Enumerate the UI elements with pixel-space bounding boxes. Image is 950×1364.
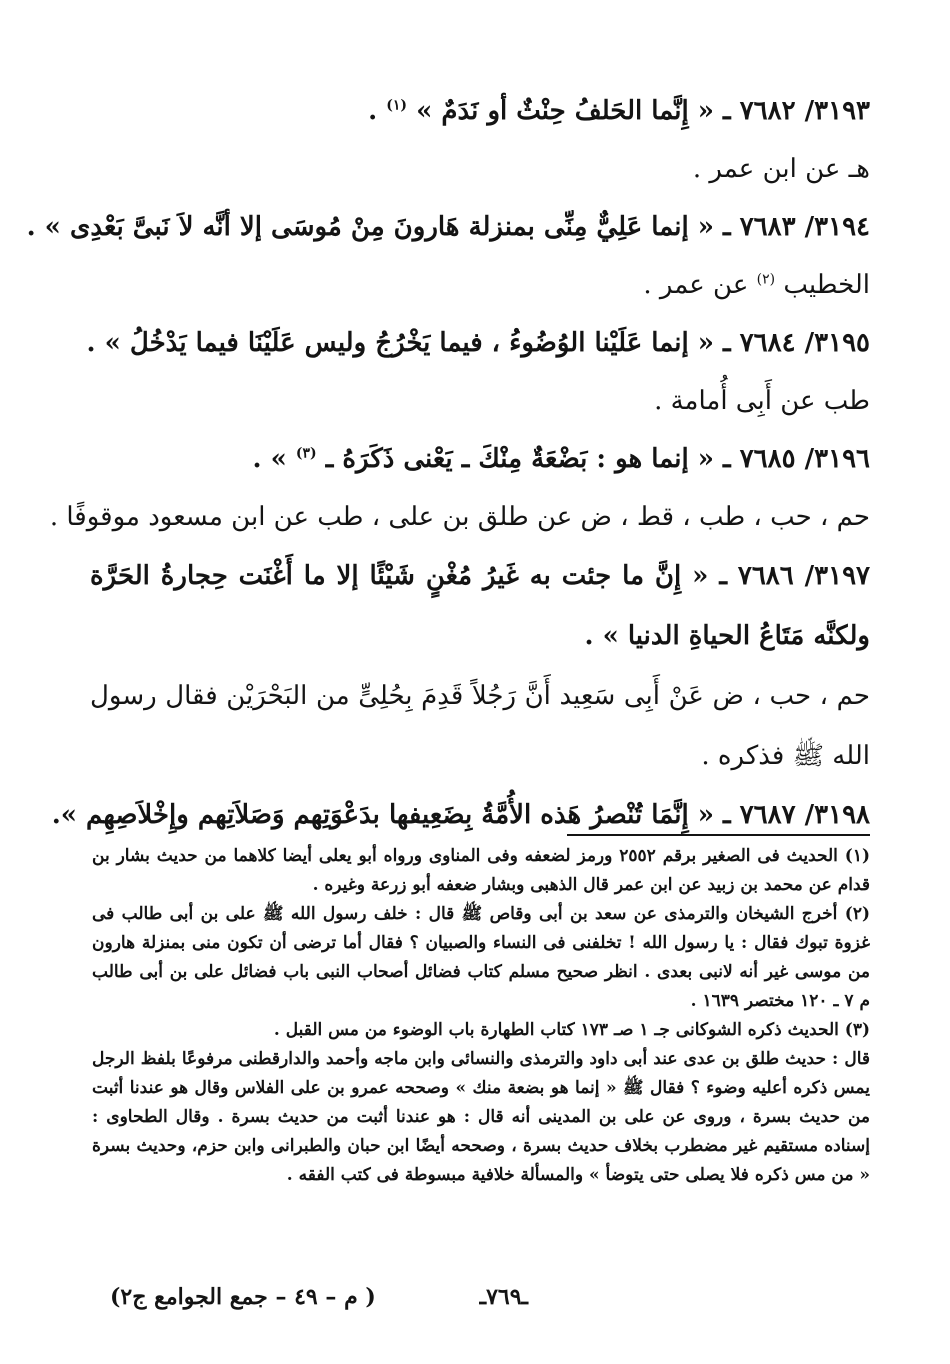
hadith-tail: .	[368, 96, 387, 126]
hadith-3198: ٣١٩٨/ ٧٦٨٧ ـ « إِنَّمَا تُنْصرُ هَذه الأُمَّةُ بِضَعِيفها بدَعْوَتِهم وَصَلاَتِهم وإِخْلاَصِهِم ».	[51, 800, 870, 830]
source-line	[90, 256, 870, 314]
footnote-3: (٣) الحديث ذكره الشوكانى جـ ١ صـ ١٧٣ كتاب الطهارة باب الوضوء من مس القبل .	[273, 1020, 870, 1040]
hadith-3193	[90, 82, 870, 140]
page-number: ـ٧٦٩ـ	[479, 1284, 528, 1310]
footnotes	[92, 842, 870, 1190]
footnote-ref-3[interactable]: (٣)	[295, 445, 317, 462]
hadith-3195: ٣١٩٥/ ٧٦٨٤ ـ « إنما عَلَيْنا الوُضُوءُ ، فيما يَخْرُجُ وليس عَلَيْنَا فيما يَدْخُلُ » .	[86, 328, 870, 358]
hadith-tail: » .	[252, 444, 296, 474]
source-line: طب عن أَبِى أُمامة .	[654, 386, 870, 416]
footnote-1: (١) الحديث فى الصغير برقم ٢٥٥٢ ورمز لضعفه وفى المناوى ورواه أبو يعلى أيضا كلاهما من حديث بشار بن قدام عن محمد بن زبيد عن ابن عمر قال الذهبى وبشار ضعفه أبو زرعة وغيره .	[92, 846, 870, 895]
hadith-text: ٣١٩٦/ ٧٦٨٥ ـ « إنما هو : بَضْعَةٌ مِنْكَ ـ يَعْنى ذَكَرَهُ ـ	[325, 444, 870, 474]
hadith-3196	[90, 430, 870, 488]
source-line: حم ، حب ، طب ، قط ، ض عن طلق بن على ، طب عن ابن مسعود موقوفًا .	[49, 502, 870, 532]
footnote-ref-2[interactable]: (٢)	[756, 271, 776, 288]
source-tail: عن عمر .	[643, 270, 757, 300]
source-line: حم ، حب ، ض عَنْ أَبِى سَعِيد أَنَّ رَجُلاً قَدِمَ بِحُلِىٍّ من البَحْرَيْن فقال رسول الله ﷺ فذكره .	[90, 681, 870, 771]
hadith-3197: ٣١٩٧/ ٧٦٨٦ ـ « إِنَّ ما جئت به غَيرُ مُغْنٍ شَيْئًا إلا ما أَغْنَت حِجارةُ الحَرَّة ولكنَّه مَتَاعُ الحياةِ الدنيا » .	[90, 561, 870, 651]
source-text: الخطيب	[783, 270, 870, 300]
hadith-text: ٣١٩٣/ ٧٦٨٢ ـ « إِنَّما الحَلفُ حِنْثٌ أو نَدَمٌ »	[416, 96, 870, 126]
footnote-divider	[567, 834, 870, 836]
footnote-ref-1[interactable]: (١)	[386, 97, 408, 114]
footnote-3-continuation: قال : حديث طلق بن عدى عند أبى داود والترمذى والنسائى وابن ماجه وأحمد والدارقطنى مرفوعًا بلفظ الرجل يمس ذكره أعليه وضوء ؟ فقال ﷺ « إنما هو بضعة منك » وصححه عمرو بن على الفلاس وقال هو عندنا أثبت من حديث بسرة ، وروى عن على بن المدينى أنه قال : هو عندنا أثبت من حديث بسرة . وقال الطحاوى : إسناده مستقيم غير مضطرب بخلاف حديث بسرة ، وصححه أيضًا ابن حبان والطبرانى وابن حزم، وحديث بسرة « من مس ذكره فلا يصلى حتى يتوضأ » والمسألة خلافية مبسوطة فى كتب الفقه .	[92, 1049, 870, 1185]
hadith-3194: ٣١٩٤/ ٧٦٨٣ ـ « إنما عَلِيٌّ مِنِّى بمنزلة هَارونَ مِنْ مُوسَى إلا أنَّه لاَ نَبىَّ بَعْدِى » .	[26, 212, 870, 242]
main-text	[26, 82, 870, 844]
source-line: هـ عن ابن عمر .	[692, 154, 870, 184]
book-reference: ( م – ٤٩ – جمع الجوامع ج٢)	[110, 1284, 376, 1310]
footnote-2: (٢) أخرج الشيخان والترمذى عن سعد بن أبى وقاص ﷺ قال : خلف رسول الله ﷺ على بن أبى طالب فى غزوة تبوك فقال : يا رسول الله ! تخلفنى فى النساء والصبيان ؟ فقال أما ترضى أن تكون منى بمنزلة هارون من موسى غير أنه لانبى بعدى . انظر صحيح مسلم كتاب فضائل أصحاب النبى باب فضائل على بن أبى طالب م ٧ ـ ١٢٠ مختصر ١٦٣٩ .	[92, 904, 870, 1011]
page-footer	[92, 1284, 872, 1324]
